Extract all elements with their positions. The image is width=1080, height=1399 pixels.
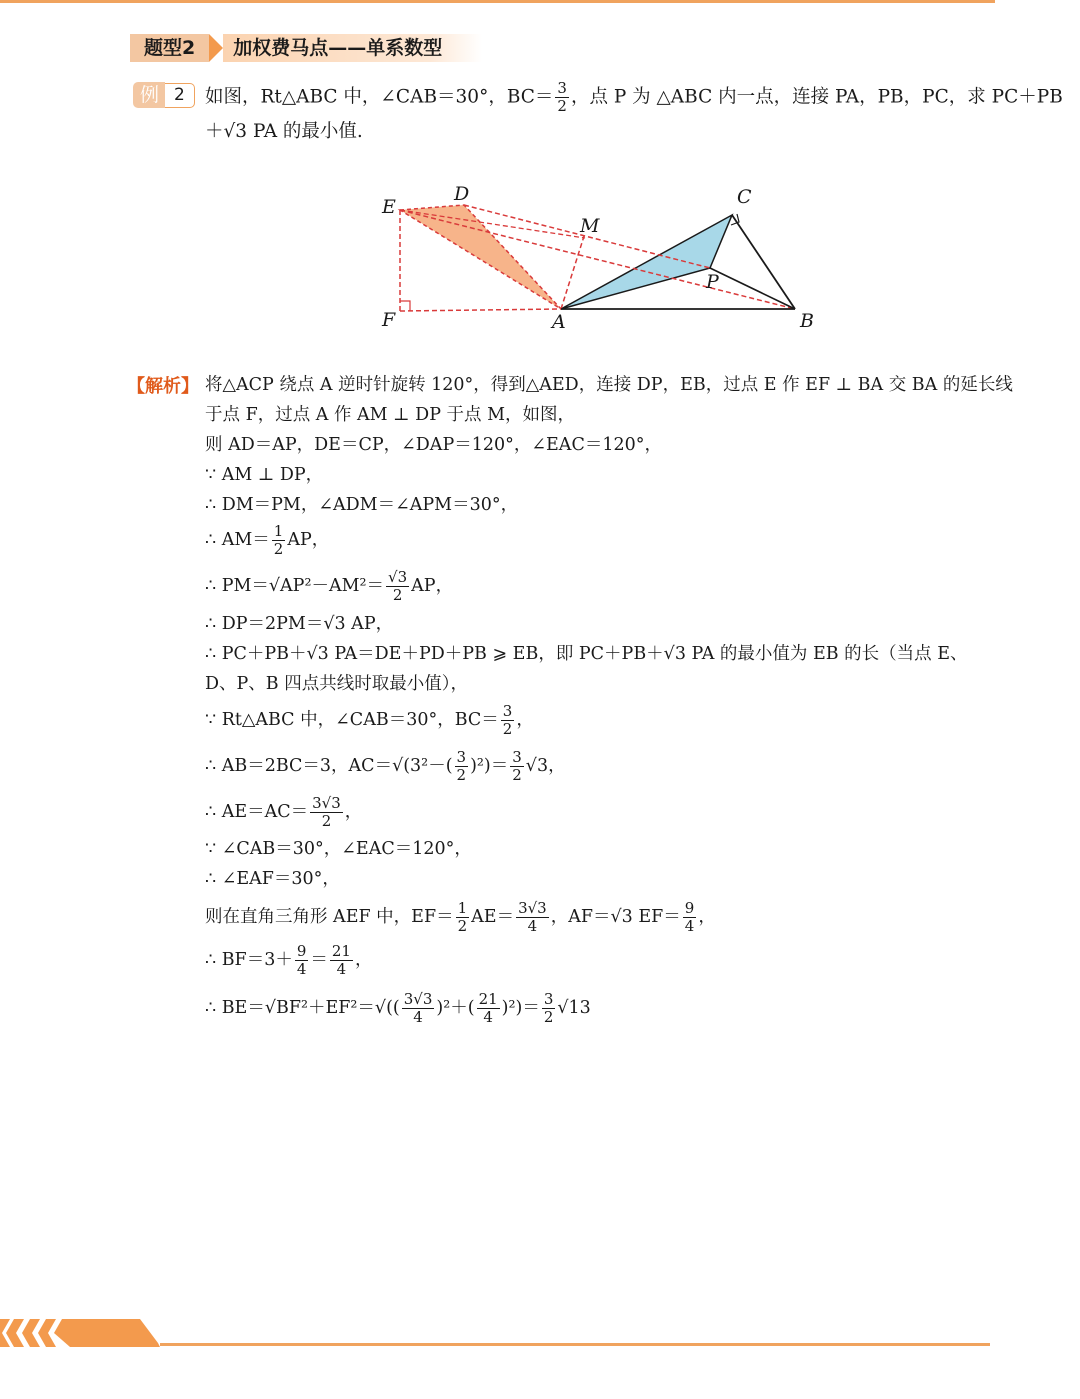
label-M: M (580, 215, 600, 237)
solution-line: 则在直角三角形 AEF 中，EF＝ $\frac{1}{2}$ AE＝ $\frac{3√3}{4}$ ，AF＝√3 EF＝ $\frac{9}{4}$ ， (205, 899, 716, 935)
example-number: 2 (165, 83, 195, 108)
fraction: $\frac{1}{2}$ (273, 522, 284, 558)
label-C: C (737, 186, 752, 208)
fraction: $\frac{9}{4}$ (684, 899, 695, 935)
section-heading (130, 34, 482, 62)
fraction: $\frac{3√3}{4}$ (403, 990, 433, 1026)
fraction: $\frac{3}{2}$ (543, 990, 554, 1026)
section-title: 加权费马点——单系数型 (223, 34, 482, 62)
solution-line: ∴ DP＝2PM＝√3 AP， (205, 614, 394, 634)
solution-line: 则 AD＝AP，DE＝CP，∠DAP＝120°，∠EAC＝120°， (205, 435, 662, 455)
solution-line: ∴ DM＝PM，∠ADM＝∠APM＝30°， (205, 495, 519, 515)
fraction: $\frac{21}{4}$ (478, 990, 498, 1026)
triangle-AED-fill (400, 205, 561, 309)
solution-line: ∴ PC＋PB＋√3 PA＝DE＋PD＋PB ⩾ EB，即 PC＋PB＋√3 PA 的最小值为 EB 的长（当点 E、 (205, 644, 968, 664)
solution-line: ∴ PM＝√AP²－AM²＝ $\frac{√3}{2}$ AP， (205, 568, 454, 604)
solution-line: ∵ Rt△ABC 中，∠CAB＝30°，BC＝ $\frac{3}{2}$ ， (205, 702, 534, 738)
label-A: A (552, 311, 566, 333)
solution-line: ∵ AM ⊥ DP， (205, 465, 324, 485)
solution-line: ∴ ∠EAF＝30°， (205, 869, 340, 889)
label-F: F (382, 309, 396, 331)
question-text-rest: ，点 P 为 △ABC 内一点，连接 PA，PB，PC，求 PC＋PB (570, 86, 1063, 108)
solution-line: ∴ AE＝AC＝ $\frac{3√3}{2}$ ， (205, 794, 363, 830)
label-D: D (454, 183, 470, 205)
fraction: $\frac{21}{4}$ (331, 942, 351, 978)
example-label: 例 (133, 82, 165, 108)
fraction: $\frac{3}{2}$ (456, 748, 467, 784)
question-line-2: ＋√3 PA 的最小值. (205, 121, 363, 142)
segment-BC (732, 215, 795, 309)
top-rule (0, 0, 995, 3)
example-badge (133, 82, 195, 108)
segment-FA (400, 309, 561, 311)
label-P: P (706, 271, 719, 293)
fraction: $\frac{3}{2}$ (502, 702, 513, 738)
section-tag: 题型2 (130, 34, 209, 62)
right-angle-F (400, 301, 410, 311)
solution-line: 将△ACP 绕点 A 逆时针旋转 120°，得到△AED，连接 DP，EB，过点 E 作 EF ⊥ BA 交 BA 的延长线 (205, 375, 1013, 395)
label-B: B (800, 310, 814, 332)
fraction: $\frac{√3}{2}$ (388, 568, 408, 604)
solution-line: D、P、B 四点共线时取最小值）， (205, 674, 468, 694)
label-E: E (382, 196, 396, 218)
solution-line: ∴ AM＝ $\frac{1}{2}$ AP， (205, 522, 330, 558)
footer-rule (160, 1343, 990, 1346)
solution-line: ∴ BE＝√BF²＋EF²＝√(( $\frac{3√3}{4}$ )²＋( $\frac{21}{4}$ )²)＝ $\frac{3}{2}$ √13 (205, 990, 591, 1026)
geometry-diagram (370, 178, 830, 338)
solution-line: 于点 F，过点 A 作 AM ⊥ DP 于点 M，如图， (205, 405, 576, 425)
solution-line: ∴ AB＝2BC＝3，AC＝√(3²－( $\frac{3}{2}$ )²)＝ $\frac{3}{2}$ √3， (205, 748, 566, 784)
solution-line: ∴ BF＝3＋ $\frac{9}{4}$ ＝ $\frac{21}{4}$ ， (205, 942, 373, 978)
footer-chevrons-icon (0, 1319, 160, 1347)
question-line-1 (205, 80, 1063, 115)
solution-title: 【解析】 (127, 376, 199, 397)
fraction: $\frac{1}{2}$ (457, 899, 468, 935)
fraction: $\frac{3}{2}$ (557, 79, 567, 115)
question-text: 如图，Rt△ABC 中，∠CAB＝30°，BC＝ (205, 86, 554, 108)
fraction: $\frac{3√3}{2}$ (312, 794, 341, 830)
fraction: $\frac{3√3}{4}$ (518, 899, 547, 935)
fraction: $\frac{3}{2}$ (512, 748, 522, 784)
solution-line: ∵ ∠CAB＝30°，∠EAC＝120°， (205, 839, 472, 859)
section-arrow-icon (209, 34, 223, 62)
fraction: $\frac{9}{4}$ (296, 942, 307, 978)
